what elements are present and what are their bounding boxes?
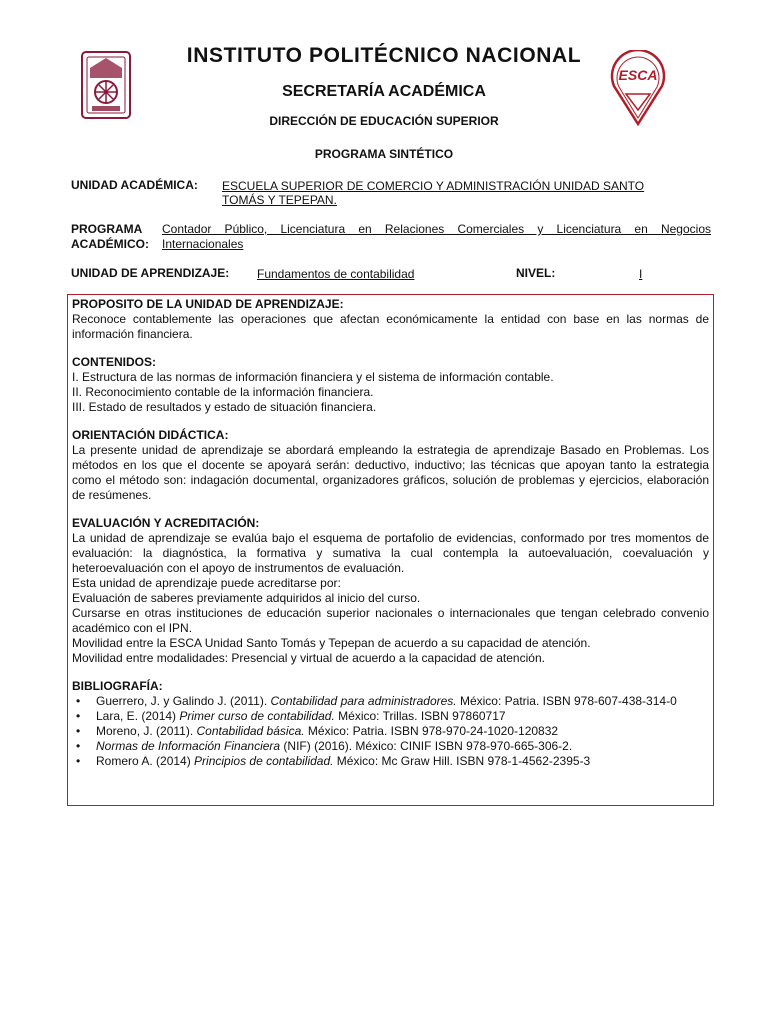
programa-value-line1: Contador Público, Licenciatura en Relaciones Comerciales y Licenciatura en Negocios: [162, 222, 711, 236]
unidad-academica-value-line1: ESCUELA SUPERIOR DE COMERCIO Y ADMINISTRACIÓN UNIDAD SANTO: [222, 179, 645, 193]
contenido-item: II. Reconocimiento contable de la información financiera.: [72, 385, 374, 399]
evaluacion-paragraph: Esta unidad de aprendizaje puede acreditarse por:: [72, 576, 341, 590]
secretariat-title: SECRETARÍA ACADÉMICA: [282, 83, 486, 100]
nivel-value: I: [639, 267, 643, 281]
unidad-academica-label: UNIDAD ACADÉMICA:: [71, 178, 198, 192]
unidad-academica-value-line2: TOMÁS Y TEPEPAN.: [222, 193, 337, 207]
evaluacion-title: EVALUACIÓN Y ACREDITACIÓN:: [72, 516, 260, 530]
orientacion-title: ORIENTACIÓN DIDÁCTICA:: [72, 428, 229, 442]
evaluacion-paragraph: La unidad de aprendizaje se evalúa bajo el esquema de portafolio de evidencias, conformado por tres momentos de evaluación: la diagnóstica, la formativa y sumativa la cual contempla la autoevaluación, coevaluación y heteroevaluación con el apoyo de instrumentos de evaluación.: [72, 531, 709, 575]
contenidos-title: CONTENIDOS:: [72, 355, 156, 369]
bibliografia-title: BIBLIOGRAFÍA:: [72, 679, 163, 693]
bibliografia-item: • Romero A. (2014) Principios de contabilidad. México: Mc Graw Hill. ISBN 978-1-4562-2395-3: [72, 754, 709, 769]
program-type-title: PROGRAMA SINTÉTICO: [314, 147, 454, 161]
programa-label-line1: PROGRAMA: [71, 222, 143, 236]
programa-label-line2: ACADÉMICO:: [71, 237, 149, 251]
evaluacion-paragraph: Evaluación de saberes previamente adquiridos al inicio del curso.: [72, 591, 421, 605]
evaluacion-paragraph: Movilidad entre la ESCA Unidad Santo Tomás y Tepepan de acuerdo a su capacidad de atención.: [72, 636, 591, 650]
content-box: [67, 294, 714, 806]
unidad-aprendizaje-value: Fundamentos de contabilidad: [257, 267, 415, 281]
bibliografia-item: • Moreno, J. (2011). Contabilidad básica. México: Patria. ISBN 978-970-24-1020-120832: [72, 724, 709, 739]
bibliografia-list: [72, 694, 709, 769]
bibliografia-item: • Lara, E. (2014) Primer curso de contabilidad. México: Trillas. ISBN 97860717: [72, 709, 709, 724]
institution-title: INSTITUTO POLITÉCNICO NACIONAL: [186, 44, 582, 67]
contenido-item: III. Estado de resultados y estado de situación financiera.: [72, 400, 377, 414]
orientacion-text: La presente unidad de aprendizaje se abordará empleando la estrategia de aprendizaje Basado en Problemas. Los métodos en los que el docente se apoyará serán: deductivo, inductivo; las técnicas que apoyan tanto la estrategia como el método son: indagación documental, organizadores gráficos, solución de problemas y ejercicios, elaboración de resúmenes.: [72, 443, 709, 502]
bibliografia-item: • Guerrero, J. y Galindo J. (2011). Contabilidad para administradores. México: Patria. ISBN 978-607-438-314-0: [72, 694, 709, 709]
direction-title: DIRECCIÓN DE EDUCACIÓN SUPERIOR: [269, 114, 499, 128]
unidad-aprendizaje-label: UNIDAD DE APRENDIZAJE:: [71, 266, 230, 280]
bibliografia-item: • Normas de Información Financiera (NIF) (2016). México: CINIF ISBN 978-970-665-306-2.: [72, 739, 709, 754]
contenido-item: I. Estructura de las normas de información financiera y el sistema de información contable.: [72, 370, 554, 384]
esca-logo-text: ESCA: [618, 67, 658, 83]
evaluacion-paragraph: Movilidad entre modalidades: Presencial y virtual de acuerdo a la capacidad de atención.: [72, 651, 545, 665]
proposito-title: PROPOSITO DE LA UNIDAD DE APRENDIZAJE:: [72, 297, 344, 311]
evaluacion-paragraph: Cursarse en otras instituciones de educación superior nacionales o internacionales que tengan celebrado convenio académico con el IPN.: [72, 606, 709, 635]
proposito-text: Reconoce contablemente las operaciones que afectan económicamente la entidad con base en las normas de información financiera.: [72, 312, 709, 341]
programa-value-line2: Internacionales: [162, 237, 244, 251]
nivel-label: NIVEL:: [516, 266, 556, 280]
